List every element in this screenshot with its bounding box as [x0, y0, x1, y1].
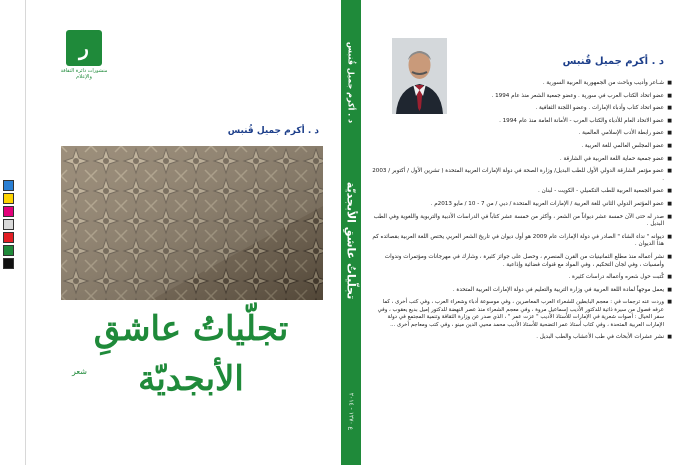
- book-title: تجلّياتُ عاشقِ الأبجديّة: [93, 309, 289, 399]
- bio-item: ■ عضو اتحاد كتاب وأدباء الإمارات . وعضو اللجنة الثقافية .: [372, 105, 672, 113]
- bio-item: ■ ديوانه " نداء الشاء " الصادر في دولة الإمارات عام 2009 هو أول ديوان في تاريخ الشعر العربي يختص اللغة العربية بقصائده كم هذا الديوان .: [372, 234, 672, 249]
- bio-item: ■ عضو رابطة الأدب الإسلامي العالمية .: [372, 130, 672, 138]
- bio-item: ■ عضو الاتحاد العام للأدباء والكتاب العرب - الأمانة العامة منذ عام 1994 .: [372, 118, 672, 126]
- author-bio-list: [372, 80, 672, 347]
- bio-item: ■ نشر عشرات الأبحاث في طب الأعشاب والطب البديل .: [372, 334, 672, 342]
- bio-item: ■ صدر له حتى الآن خمسة عشر ديواناً من الشعر ، وأكثر من خمسة عشر كتاباً في الدراسات الأدبية والتربوية واللغوية وفي الطب البديل .: [372, 214, 672, 229]
- bio-item: ■ كُتبت حول شعره وأعماله دراسات كثيرة .: [372, 274, 672, 282]
- print-color-bar: [3, 180, 14, 271]
- book-genre: شعر: [72, 367, 87, 376]
- bio-item: ■ وردت عنه ترجمات في : معجم البابطين للشعراء العرب المعاصرين ، وفي موسوعة أدباء وشعراء العرب ، وفي كتب أخرى ، كما عرفه فصول من سيرة ذاتية للدكتور الأديب إسماعيل مروة ، وفي معجم الشعراء منذ عصر النهضة للدكتور إميل بديع يعقوب ، وفي سفر الخيال : أصوات شعرية في الإمارات للأستاذ الأديب " عزت عمر " ، الذي صدر عن وزارة الثقافة وتنمية المجتمع في دولة الإمارات العربية المتحدة ، وفي كتاب أستاذ عمر التضحية للأستاذ الأديب محمد محيي الدين مينو ، وفي كتب ومعاجم أخرى ...: [372, 299, 672, 329]
- back-author-name: د . أكرم جميل قُنبس: [562, 56, 664, 67]
- bio-item: ■ عضو اتحاد الكتاب العرب في سورية . وعضو جمعية الشعر منذ عام 1994 .: [372, 93, 672, 101]
- publisher-logo-letter: ر: [79, 36, 89, 60]
- publisher-logo-caption: منشورات دائرة الثقافة والإعلام: [60, 68, 108, 80]
- bio-item: ■ عضو مؤتمر الشارقة الدولي الأول للطب البديل/ وزارة الصحة في دولة الإمارات العربية المتحدة ( تشرين الأول / أكتوبر / 2003 .: [372, 168, 672, 183]
- arabesque-pattern-image: [61, 146, 323, 300]
- front-cover: [25, 0, 341, 465]
- color-chip-magenta: [3, 206, 14, 217]
- spine-title: تجلّياتُ عاشقِ الأبجديّة: [344, 181, 358, 300]
- book-spine: [341, 0, 361, 465]
- spine-author: د . أكرم جميل قُنبس: [346, 41, 356, 124]
- front-author-name: د . أكرم جميل قُنبس: [227, 126, 319, 136]
- bio-item: ■ عضو المجلس العالمي للغة العربية .: [372, 143, 672, 151]
- color-chip-red: [3, 232, 14, 243]
- cover-photo-arabesque: [61, 146, 323, 300]
- publisher-logo: [66, 30, 102, 66]
- color-chip-gray: [3, 219, 14, 230]
- bio-item: ■ عضو الجمعية العربية للطب التكميلي - الكويت - لبنان .: [372, 188, 672, 196]
- back-cover: [362, 0, 678, 465]
- spine-series-number: ع ١٢٧٠ - ٢٠١٤: [347, 392, 355, 431]
- color-chip-black: [3, 258, 14, 269]
- bio-item: ■ شـاعر وأديب وباحث من الجمهورية العربية السورية .: [372, 80, 672, 88]
- bio-item: ■ يعمل موجهاً لمادة اللغة العربية في وزارة التربية والتعليم في دولة الإمارات العربية المتحدة .: [372, 287, 672, 295]
- color-chip-yellow: [3, 193, 14, 204]
- bio-item: ■ عضو المؤتمر الدولي الثاني للغة العربية / الإمارات العربية المتحدة / دبي / من 7 - 10 / مايو 2013م .: [372, 201, 672, 209]
- bio-item: ■ عضو جمعية حماية اللغة العربية في الشارقة .: [372, 156, 672, 164]
- color-chip-blue: [3, 180, 14, 191]
- bio-item: ■ نشر أعماله منذ مطلع الثمانينيات من القرن المنصرم ، وحصل على جوائز كثيرة ، وشارك في مهرجانات ومؤتمرات وندوات وأمسيات ، وفي لجان التحكيم ، وفي المواد مع قنوات فضائية وإذاعية .: [372, 254, 672, 269]
- color-chip-green: [3, 245, 14, 256]
